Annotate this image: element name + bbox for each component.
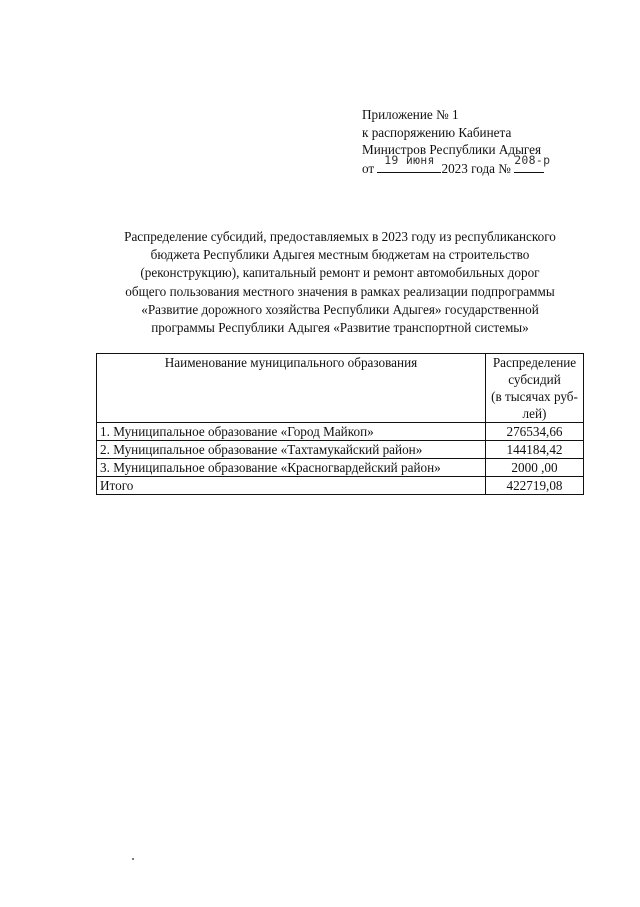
row-sum: 276534,66: [486, 423, 584, 441]
table-row: [97, 423, 584, 441]
appendix-block: [362, 106, 622, 177]
appendix-issuer: Министров Республики Адыгея: [362, 142, 542, 157]
row-name: 3. Муниципальное образование «Красногвардейский район»: [97, 459, 486, 477]
header-sum-line: (в тысячах руб-: [491, 389, 578, 404]
header-name: Наименование муниципального образования: [97, 354, 486, 423]
title-line: Распределение субсидий, предоставляемых в 2023 году из республиканского: [124, 229, 556, 244]
title-line: общего пользования местного значения в рамках реализации подпрограммы: [125, 283, 555, 299]
header-sum: [486, 354, 584, 423]
title-line: программы Республики Адыгея «Развитие транспортной системы»: [151, 320, 529, 336]
row-name: 2. Муниципальное образование «Тахтамукайский район»: [97, 441, 486, 459]
number-stamp: 208-р: [514, 153, 551, 167]
header-sum-line: Распределение: [492, 355, 577, 370]
subsidies-table: [96, 353, 584, 495]
date-field: [377, 153, 441, 173]
row-name: 1. Муниципальное образование «Город Майкоп»: [97, 423, 486, 441]
title-line: бюджета Республики Адыгея местным бюджетам на строительство: [150, 247, 530, 263]
date-prefix: от: [362, 160, 375, 176]
row-sum: 2000 ,00: [486, 459, 584, 477]
title-line: (реконструкцию), капитальный ремонт и ремонт автомобильных дорог: [140, 265, 540, 281]
table-total-row: [97, 477, 584, 495]
header-sum-line: субсидий: [508, 372, 561, 387]
scan-speck: [132, 858, 134, 860]
title-line: «Развитие дорожного хозяйства Республики Адыгея» государственной: [141, 301, 539, 317]
total-sum: 422719,08: [486, 477, 584, 495]
appendix-title: Приложение № 1: [362, 107, 459, 122]
number-field: [514, 153, 551, 173]
date-middle: 2023 года №: [441, 160, 511, 176]
table-row: [97, 459, 584, 477]
total-label: Итого: [97, 477, 486, 495]
header-sum-line: лей): [522, 406, 547, 421]
table-header-row: [97, 354, 584, 423]
date-stamp: 19 июня: [384, 153, 435, 167]
table-row: [97, 441, 584, 459]
appendix-reference: к распоряжению Кабинета: [362, 124, 512, 140]
document-title: [95, 228, 585, 337]
row-sum: 144184,42: [486, 441, 584, 459]
appendix-date-line: [362, 153, 622, 178]
